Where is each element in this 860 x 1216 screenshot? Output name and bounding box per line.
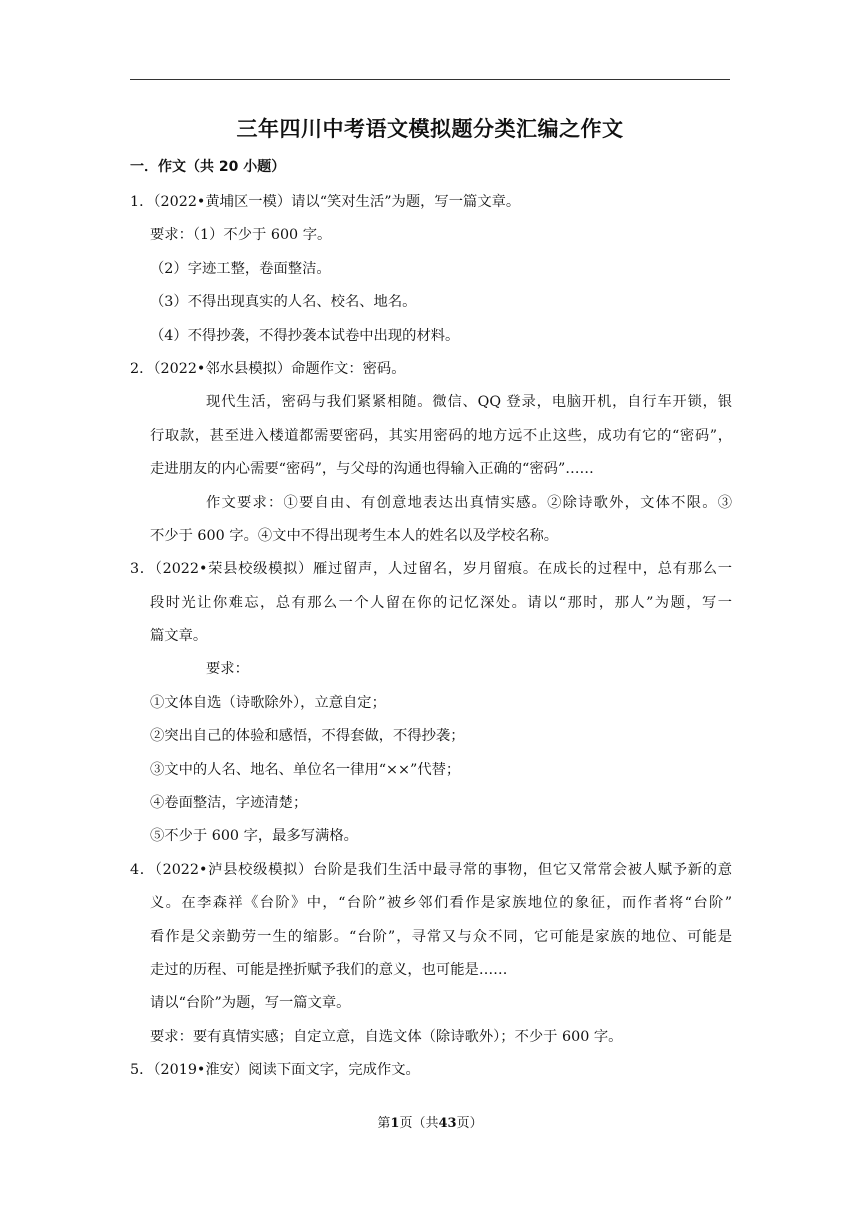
question-3-req: ②突出自己的体验和感悟，不得套做，不得抄袭； [150,728,465,745]
section-heading: 一．作文（共 20 小题） [130,159,286,175]
footer-page-number: 1 [390,1116,400,1131]
question-2-req-line: 不少于 600 字。④文中不得出现考生本人的姓名以及学校名称。 [150,527,559,544]
footer-suffix: 页） [456,1116,483,1131]
footer-middle: 页（共 [399,1116,439,1131]
question-1-req-3: （3）不得出现真实的人名、校名、地名。 [150,294,417,311]
question-3-prompt-line: 段时光让你难忘，总有那么一个人留在你的记忆深处。请以“那时，那人”为题，写一 [150,594,732,611]
footer-prefix: 第 [377,1116,391,1131]
question-3-prompt-line: 篇文章。 [150,628,208,645]
question-2-material-line: 行取款，甚至进入楼道都需要密码，其实用密码的地方远不止这些，成功有它的“密码”， [150,427,732,444]
question-4-prompt-line: 义。在李森祥《台阶》中，“台阶”被乡邻们看作是家族地位的象征，而作者将“台阶” [150,895,732,912]
question-1-req-1: 要求：（1）不少于 600 字。 [150,227,332,244]
page-footer [0,1112,860,1131]
page-title: 三年四川中考语文模拟题分类汇编之作文 [236,117,624,141]
question-4-prompt-line: 看作是父亲勤劳一生的缩影。“台阶”，寻常又与众不同，它可能是家族的地位、可能是 [150,928,732,945]
question-3-req: ①文体自选（诗歌除外），立意自定； [150,694,386,711]
question-4-instruction: 请以“台阶”为题，写一篇文章。 [150,995,351,1012]
question-1-req-2: （2）字迹工整，卷面整洁。 [150,260,331,277]
question-2-req-line: 作文要求：①要自由、有创意地表达出真情实感。②除诗歌外，文体不限。③ [206,494,732,511]
question-2-material-line: 现代生活，密码与我们紧紧相随。微信、QQ 登录，电脑开机，自行车开锁，银 [206,394,732,411]
question-1-req-4: （4）不得抄袭，不得抄袭本试卷中出现的材料。 [150,327,460,344]
question-2-material-line: 走进朋友的内心需要“密码”，与父母的沟通也得输入正确的“密码”…… [150,461,594,478]
question-4-prompt-line: 走过的历程、可能是挫折赋予我们的意义，也可能是…… [150,961,508,978]
question-5-prompt: 5．（2019•淮安）阅读下面文字，完成作文。 [130,1062,420,1079]
question-3-prompt: 3．（2022•荣县校级模拟）雁过留声，人过留名，岁月留痕。在成长的过程中，总有那么一 [130,561,732,578]
question-3-req: ⑤不少于 600 字，最多写满格。 [150,828,358,845]
question-2-prompt: 2．（2022•邻水县模拟）命题作文：密码。 [130,360,406,377]
question-3-req: ③文中的人名、地名、单位名一律用“××”代替； [150,761,461,778]
question-1-prompt: 1．（2022•黄埔区一模）请以“笑对生活”为题，写一篇文章。 [130,194,521,210]
document-body [130,186,732,1088]
header-rule [130,79,730,80]
footer-total-pages: 43 [438,1116,457,1131]
question-4-prompt: 4．（2022•泸县校级模拟）台阶是我们生活中最寻常的事物，但它又常常会被人赋予新的意 [130,861,732,878]
question-3-req: ④卷面整洁，字迹清楚； [150,795,308,812]
question-4-req: 要求：要有真情实感；自定立意，自选文体（除诗歌外）；不少于 600 字。 [150,1028,623,1045]
question-3-req-heading: 要求： [206,661,249,678]
